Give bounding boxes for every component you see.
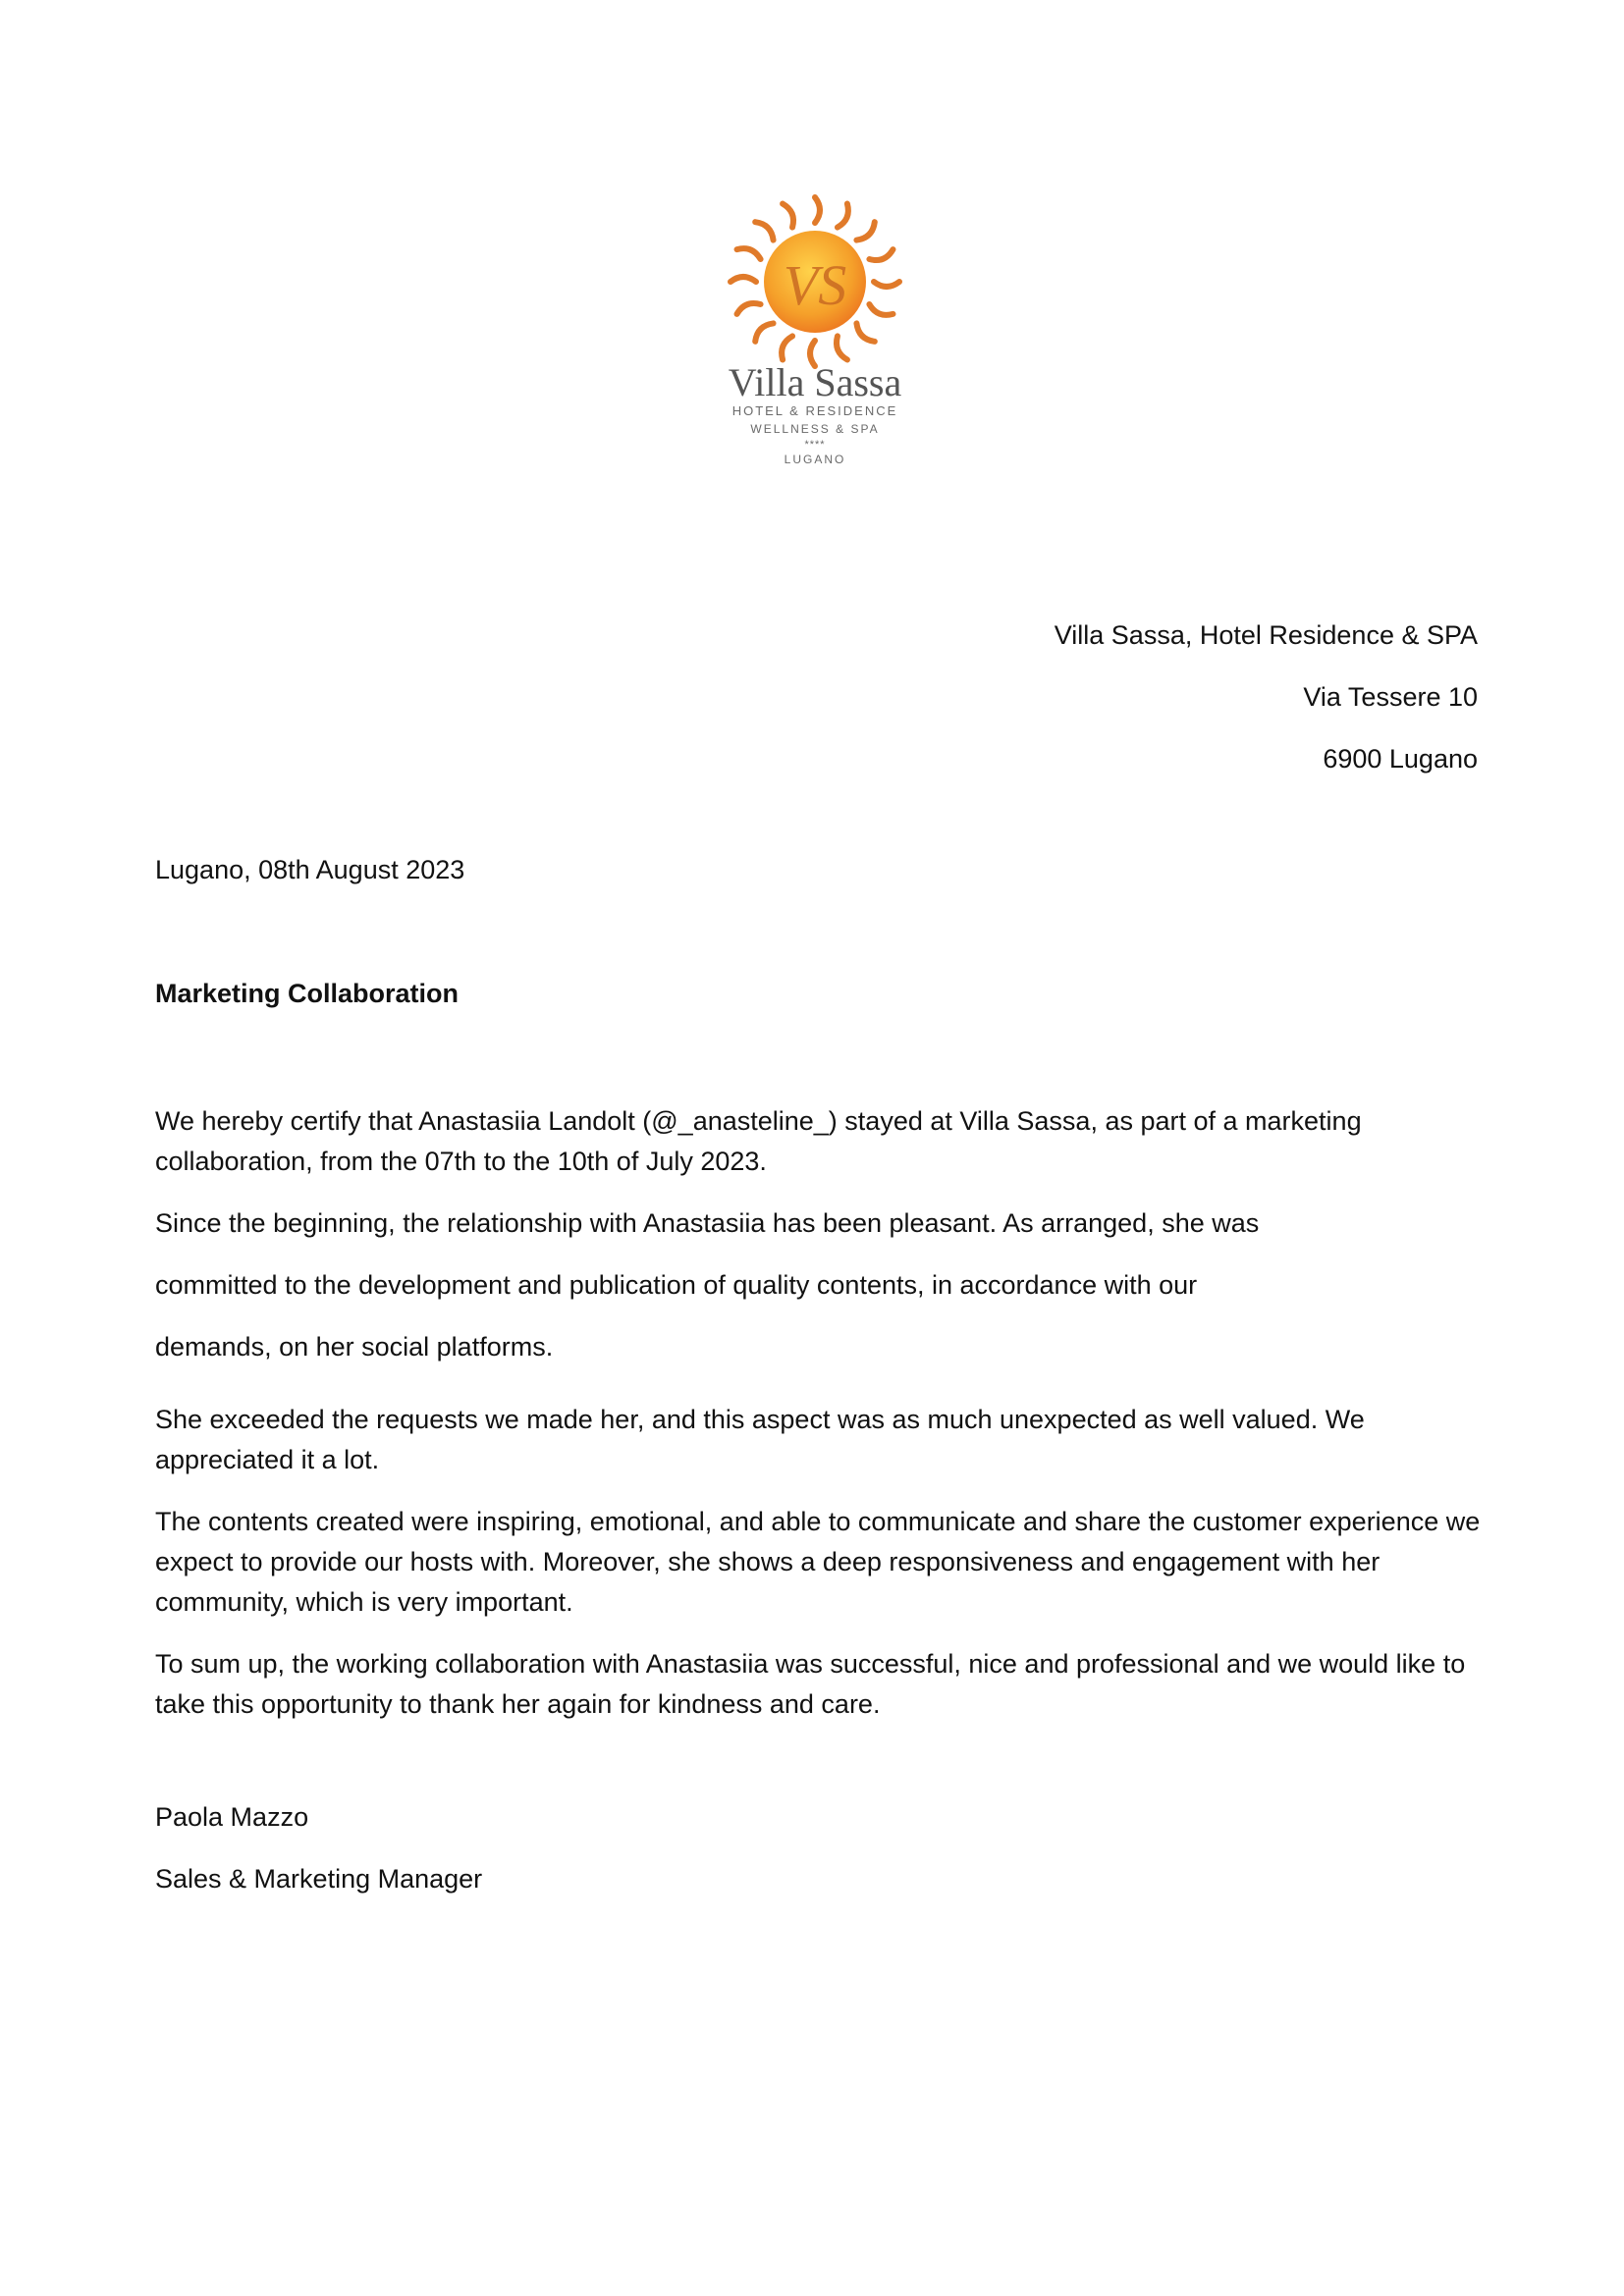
sun-ray: [838, 204, 848, 228]
villa-sassa-logo: [687, 187, 943, 471]
sun-ray: [783, 204, 793, 228]
sun-ray: [874, 282, 899, 287]
paragraph-2-line-2: committed to the development and publication of quality contents, in accordance with our: [155, 1270, 1198, 1300]
logo-stars: ****: [804, 439, 826, 451]
sun-ray: [869, 249, 893, 260]
signatory-name: Paola Mazzo: [155, 1802, 309, 1832]
paragraph-2: [155, 1193, 1481, 1378]
signature-block: [155, 1787, 482, 1910]
logo-city: LUGANO: [784, 453, 846, 466]
logo-monogram: VS: [783, 253, 847, 317]
logo-line1: HOTEL & RESIDENCE: [731, 403, 898, 418]
paragraph-2-line-3: demands, on her social platforms.: [155, 1332, 554, 1362]
sun-ray: [737, 303, 761, 314]
paragraph-5: To sum up, the working collaboration with Anastasiia was successful, nice and professional and we would like to take this opportunity to thank her again for kindness and care.: [155, 1649, 1466, 1719]
paragraph-2-line-1: Since the beginning, the relationship with Anastasiia has been pleasant. As arranged, she was: [155, 1208, 1260, 1238]
sun-ray: [856, 222, 874, 240]
sun-ray: [815, 197, 820, 223]
sun-ray: [755, 323, 773, 341]
letter-body: [155, 1101, 1481, 1746]
sun-ray: [731, 277, 756, 282]
address-line-2: Via Tessere 10: [1303, 682, 1478, 712]
paragraph-1: We hereby certify that Anastasiia Landolt (@_anasteline_) stayed at Villa Sassa, as part of a marketing collaboration, from the 07th to the 10th of July 2023.: [155, 1106, 1362, 1176]
paragraph-4: The contents created were inspiring, emotional, and able to communicate and share the customer experience we expect to provide our hosts with. Moreover, she shows a deep responsiveness and engagement with her community, which is very important.: [155, 1507, 1481, 1617]
hotel-address: [1055, 605, 1478, 790]
paragraph-3: She exceeded the requests we made her, and this aspect was as much unexpected as well valued. We appreciated it a lot.: [155, 1405, 1365, 1474]
sun-ray: [782, 336, 792, 359]
letter-subject: Marketing Collaboration: [155, 979, 460, 1008]
sun-ray: [755, 222, 773, 240]
address-line-1: Villa Sassa, Hotel Residence & SPA: [1054, 620, 1478, 650]
sun-ray: [869, 304, 893, 315]
logo-name: Villa Sassa: [728, 360, 902, 404]
address-line-3: 6900 Lugano: [1323, 744, 1478, 774]
sun-ray: [737, 248, 761, 259]
sun-ray: [837, 336, 847, 359]
signatory-title: Sales & Marketing Manager: [155, 1864, 483, 1894]
letter-date: Lugano, 08th August 2023: [155, 855, 465, 884]
logo-line2: WELLNESS & SPA: [750, 422, 880, 436]
sun-ray: [856, 323, 874, 341]
logo-graphic: [687, 187, 943, 471]
